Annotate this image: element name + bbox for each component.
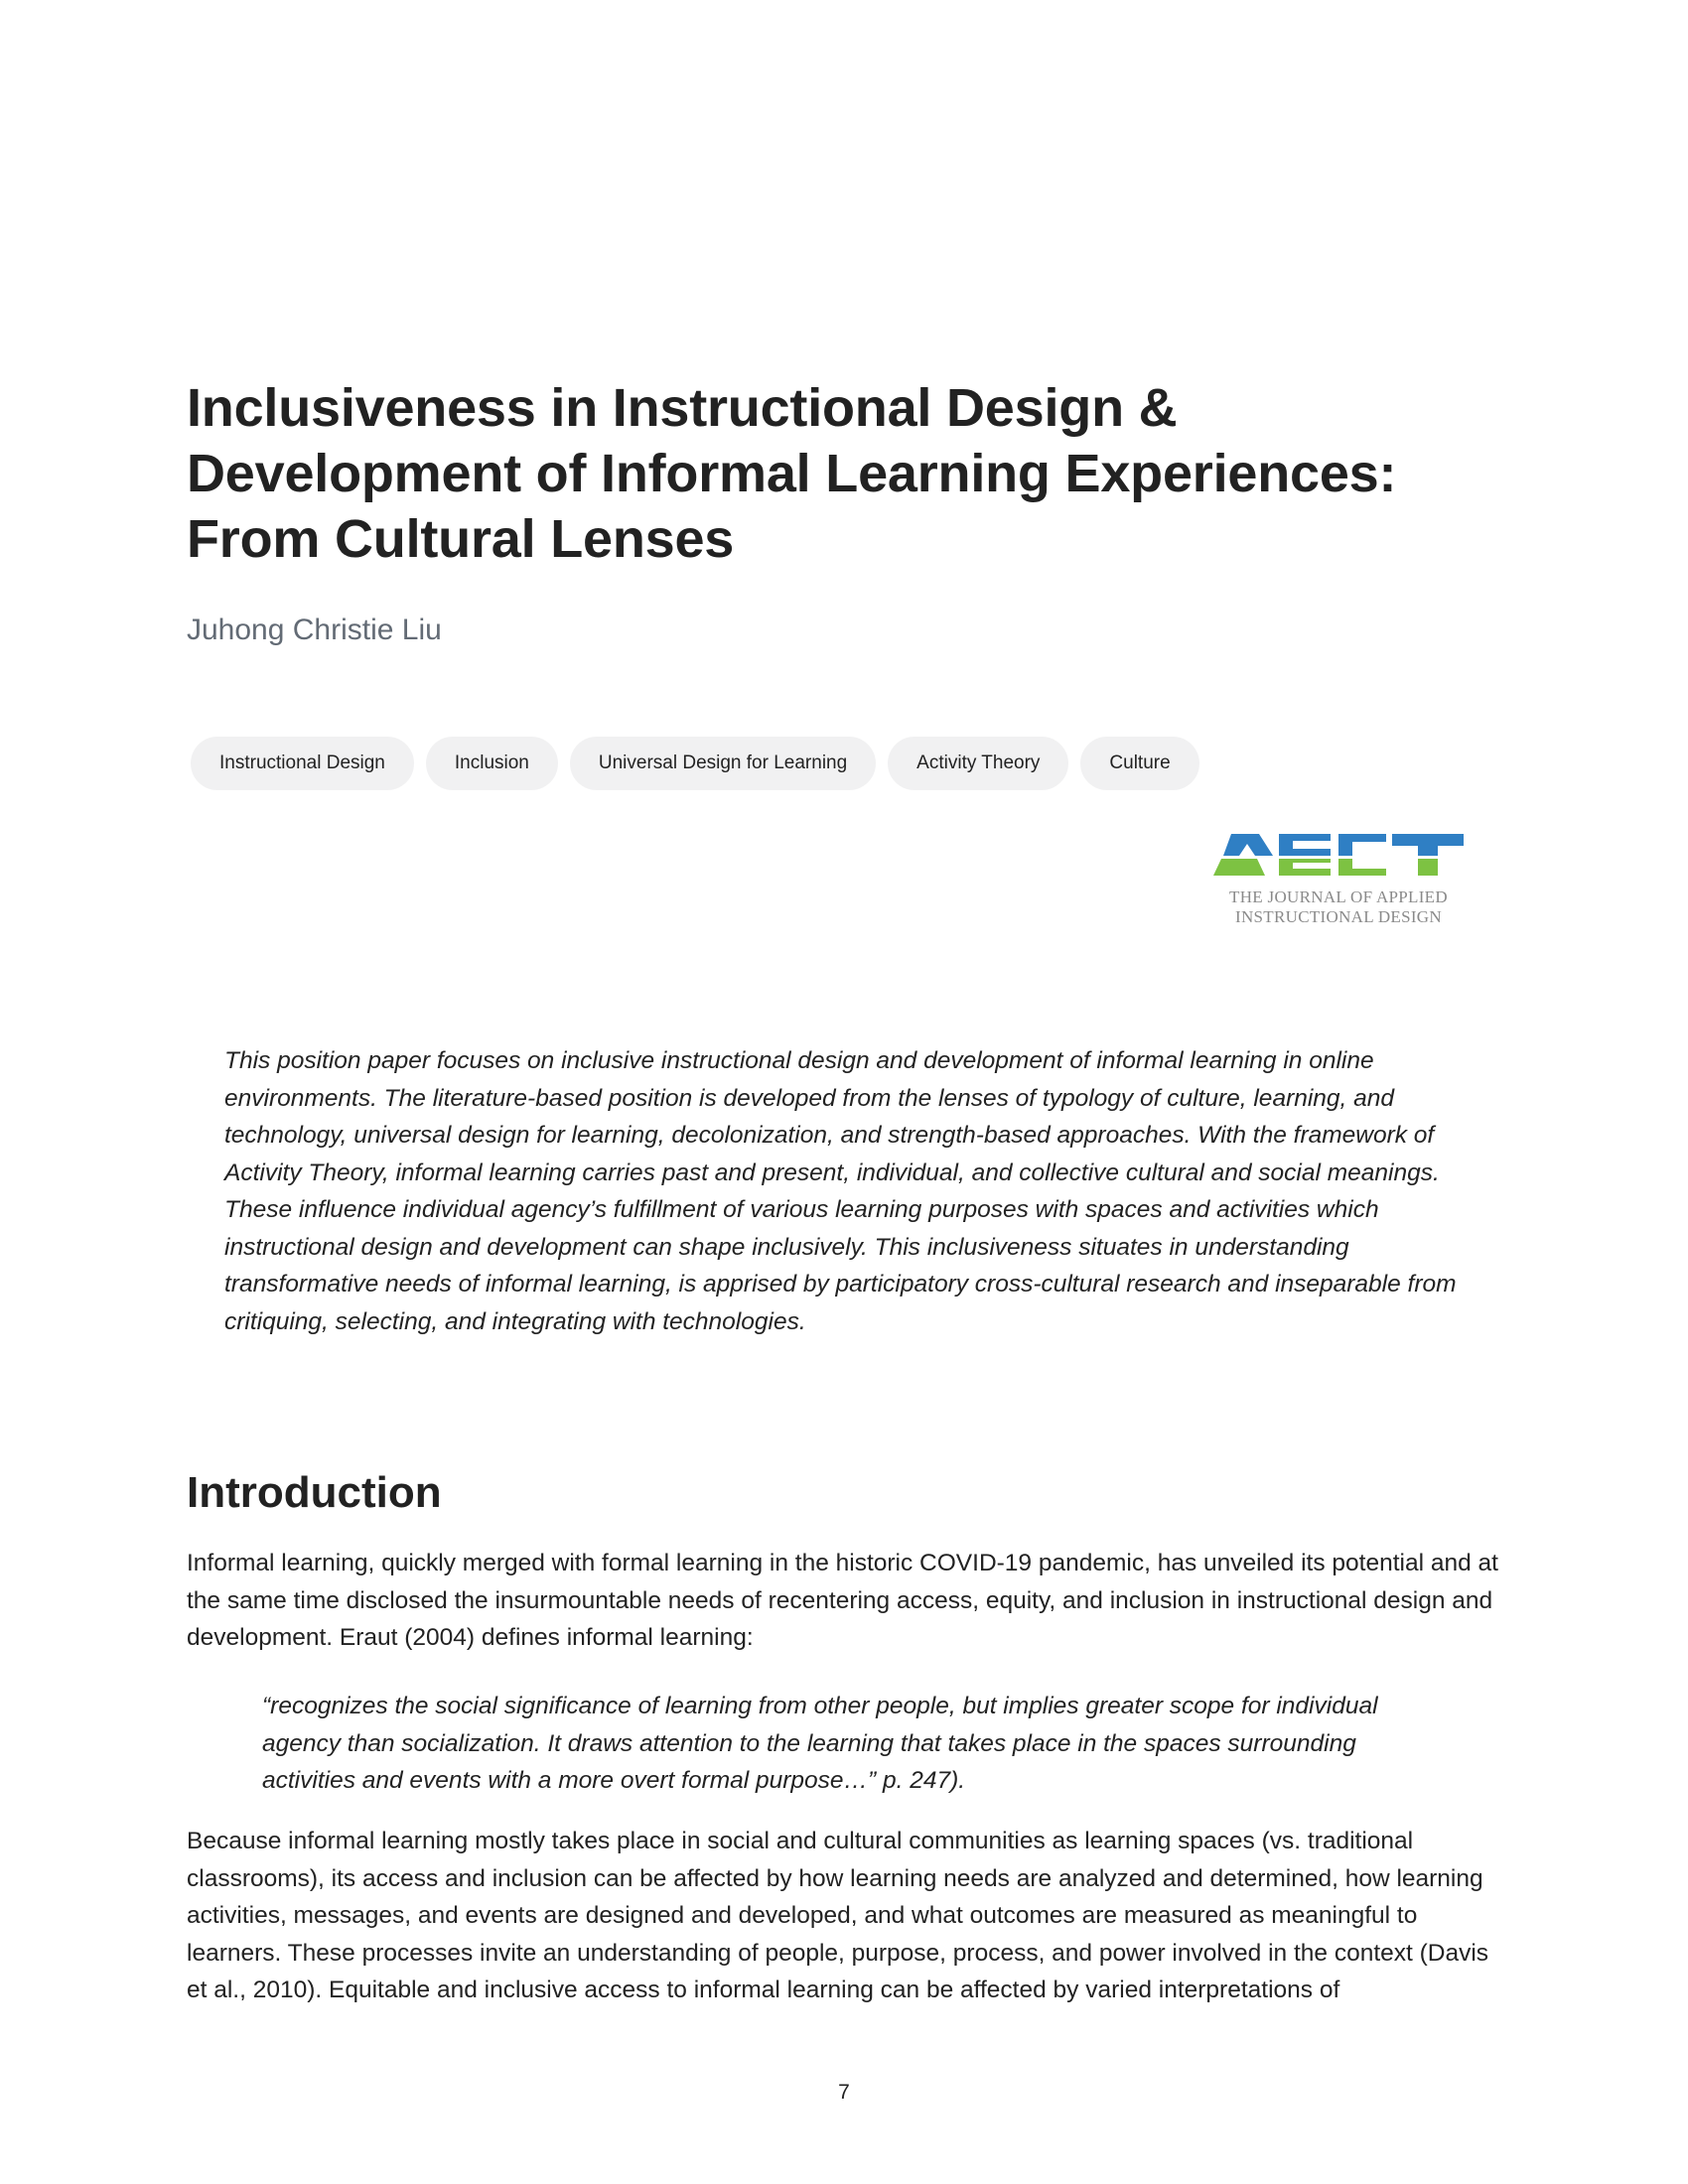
logo-text-line2: INSTRUCTIONAL DESIGN xyxy=(1235,907,1442,926)
block-quote: “recognizes the social significance of learning from other people, but implies greater scope for individual agency than socialization. It draws attention to the learning that takes place in the spaces surrounding activities and events with a more overt formal purpose…” p. 247). xyxy=(262,1693,1378,1794)
tag-instructional-design[interactable]: Instructional Design xyxy=(191,737,414,790)
abstract: This position paper focuses on inclusive instructional design and development of informal learning in online environments. The literature-based position is developed from the lenses of typology of culture, learning, and technology, universal design for learning, decolonization, and strength-based approaches. With the framework of Activity Theory, informal learning carries past and present, individual, and collective cultural and social meanings. These influence individual agency’s fulfillment of various learning purposes with spaces and activities which instructional design and development can shape inclusively. This inclusiveness situates in understanding transformative needs of informal learning, is apprised by participatory cross-cultural research and inseparable from critiquing, selecting, and integrating with technologies. xyxy=(224,1047,1457,1335)
intro-paragraph-2: Because informal learning mostly takes place in social and cultural communities as learning spaces (vs. traditional classrooms), its access and inclusion can be affected by how learning needs are analyzed and determined, how learning activities, messages, and events are designed and developed, and what outcomes are measured as meaningful to learners. These processes invite an understanding of people, purpose, process, and power involved in the context (Davis et al., 2010). Equitable and inclusive access to informal learning can be affected by varied interpretations of xyxy=(187,1828,1489,2003)
article-title: Inclusiveness in Instructional Design & Development of Informal Learning Experiences: From Cultural Lenses xyxy=(187,378,1397,569)
article-author[interactable]: Juhong Christie Liu xyxy=(187,614,442,646)
logo-text-line1: THE JOURNAL OF APPLIED xyxy=(1229,887,1448,906)
tag-inclusion[interactable]: Inclusion xyxy=(426,737,558,790)
tag-activity-theory[interactable]: Activity Theory xyxy=(888,737,1068,790)
tag-culture[interactable]: Culture xyxy=(1080,737,1198,790)
aect-logo-mark xyxy=(1213,832,1464,882)
aect-journal-logo xyxy=(1213,832,1472,941)
section-heading-introduction: Introduction xyxy=(187,1468,442,1517)
intro-paragraph-1: Informal learning, quickly merged with formal learning in the historic COVID-19 pandemic, has unveiled its potential and at the same time disclosed the insurmountable needs of recentering access, equity, and inclusion in instructional design and development. Eraut (2004) defines informal learning: xyxy=(187,1550,1498,1651)
keyword-tags xyxy=(191,737,1199,790)
tag-universal-design-for-learning[interactable]: Universal Design for Learning xyxy=(570,737,876,790)
page-number: 7 xyxy=(838,2081,850,2104)
